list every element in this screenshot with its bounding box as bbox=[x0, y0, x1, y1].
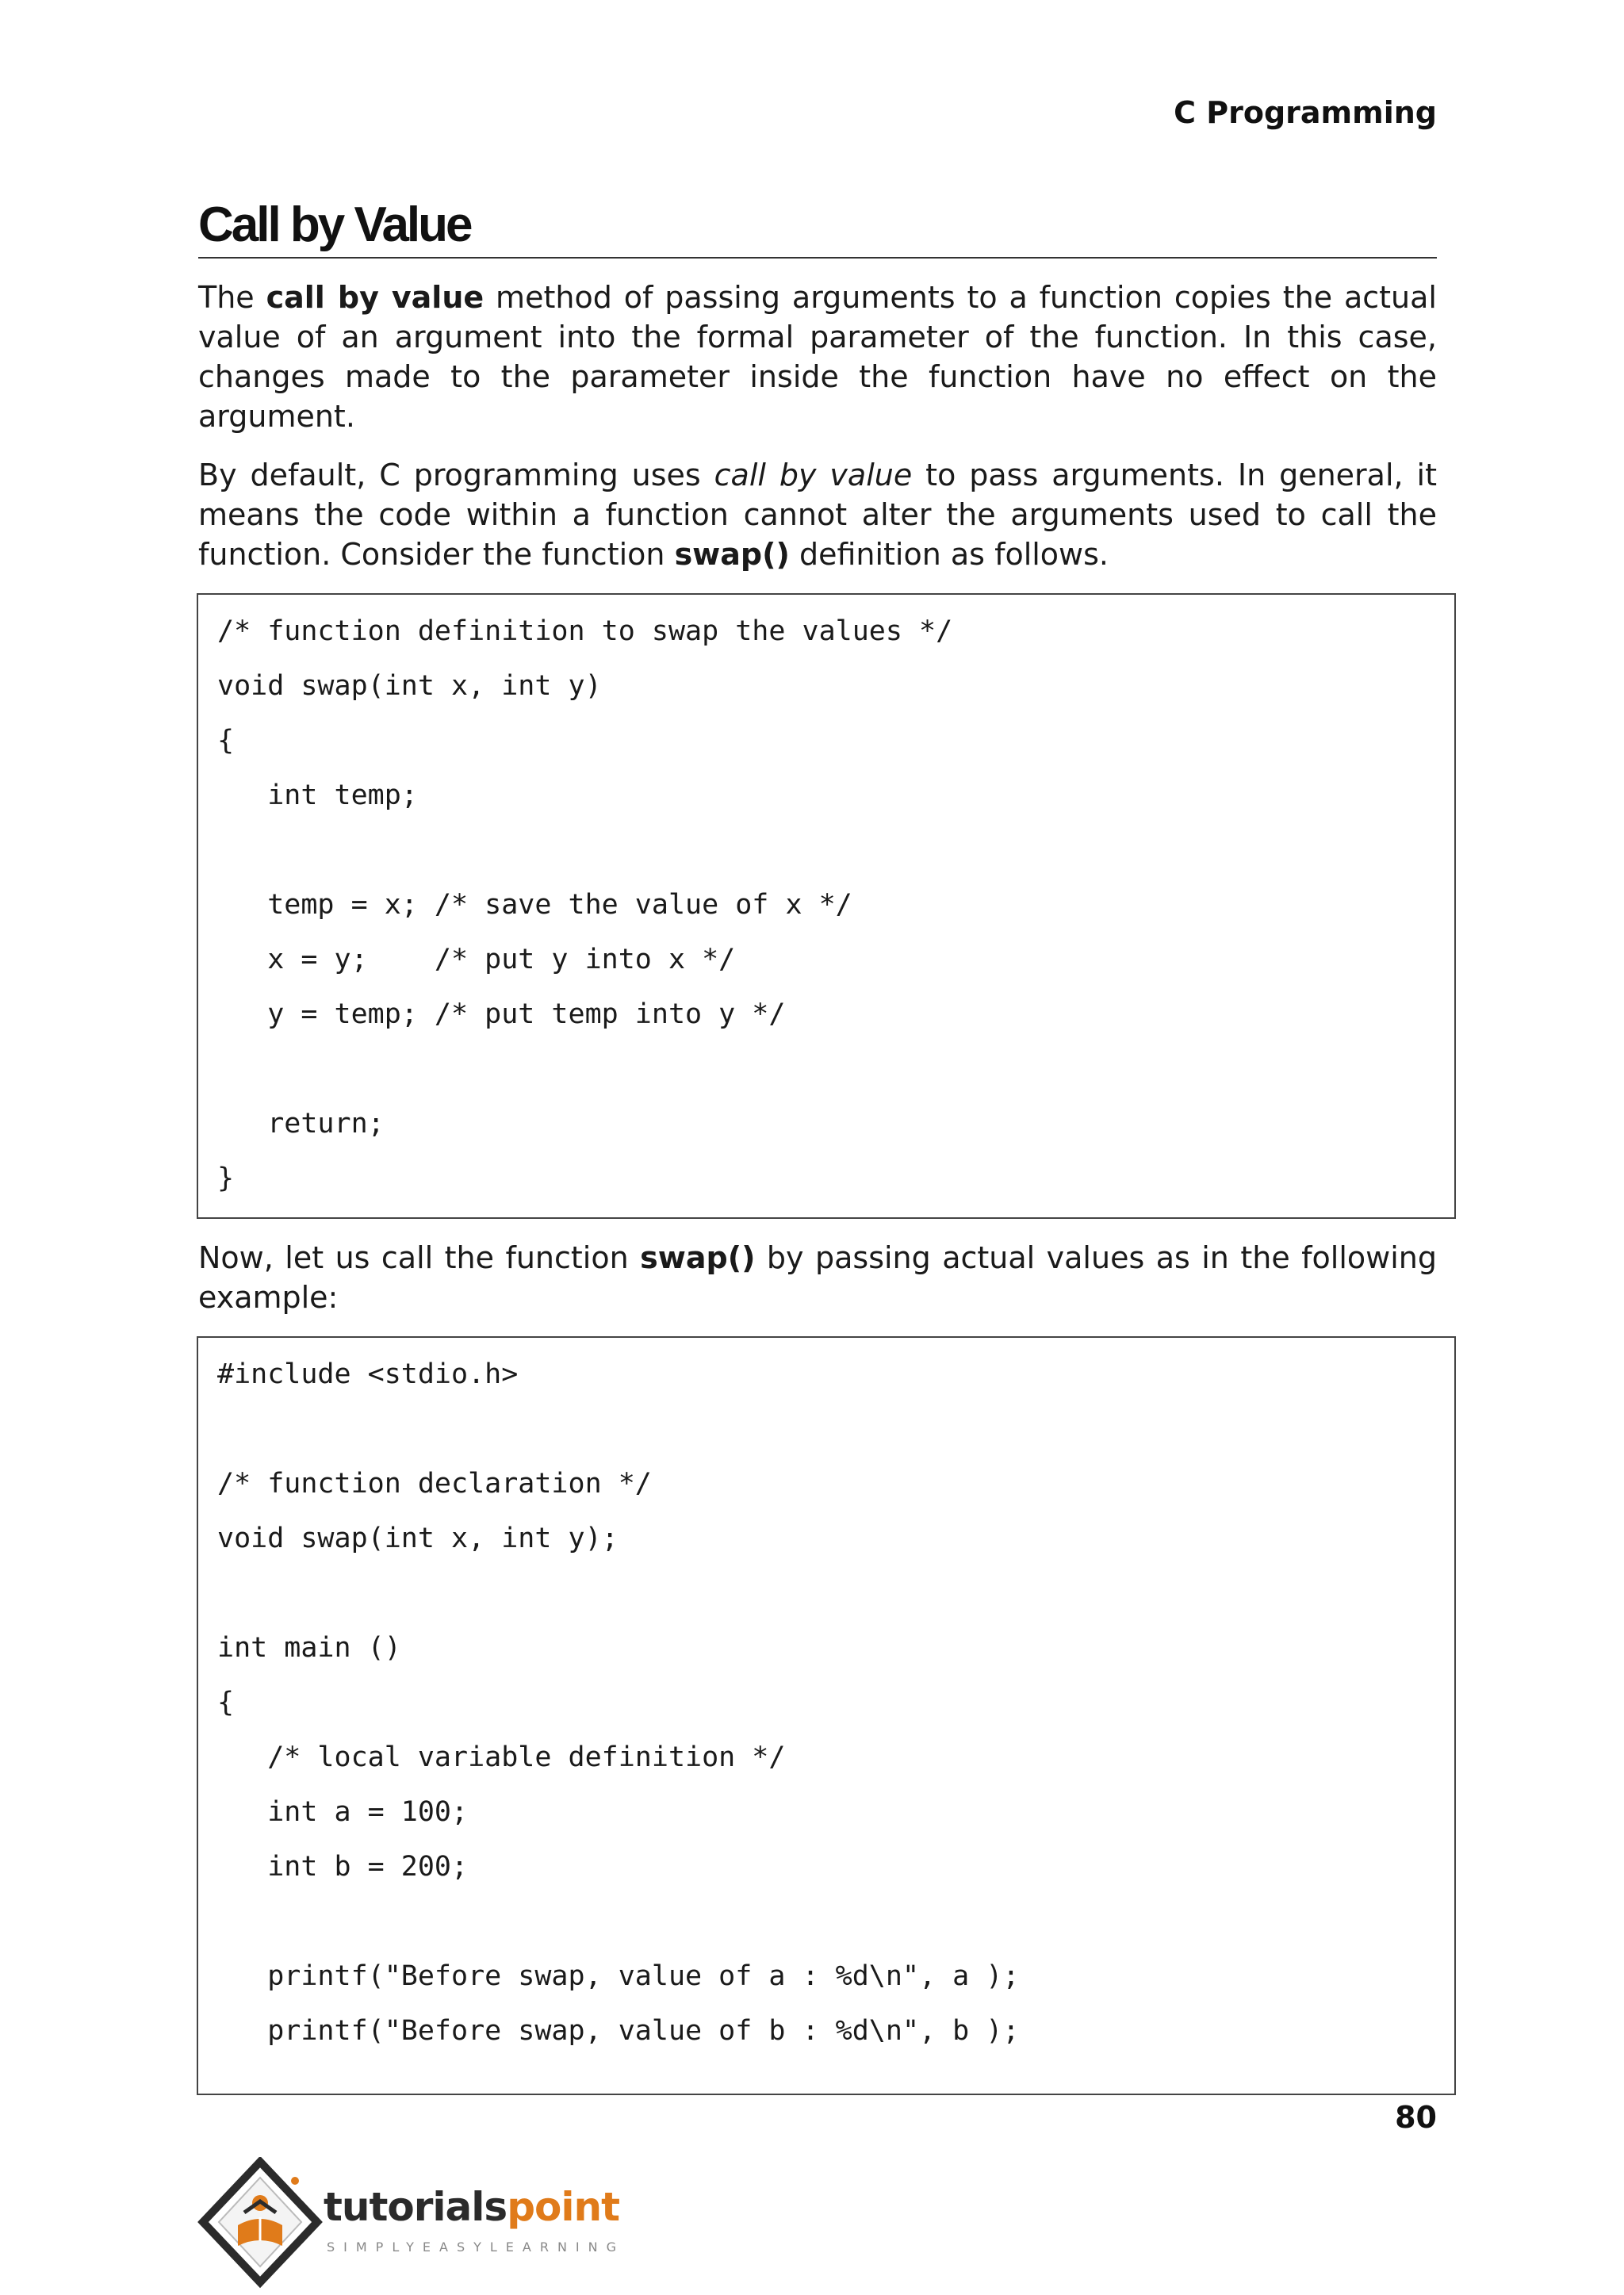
paragraph-default bbox=[198, 455, 1437, 574]
code-line: { bbox=[217, 1687, 235, 1718]
code-line: /* function definition to swap the values */ bbox=[217, 615, 953, 647]
logo-diamond-icon bbox=[197, 2157, 324, 2292]
page-content bbox=[198, 197, 1437, 2095]
code-line: void swap(int x, int y) bbox=[217, 670, 602, 702]
code-line: x = y; /* put y into x */ bbox=[217, 944, 736, 975]
page-number: 80 bbox=[1395, 2100, 1437, 2135]
text-run: By default, C programming uses bbox=[198, 458, 714, 492]
code-line: printf("Before swap, value of a : %d\n", a ); bbox=[217, 1960, 1020, 1992]
italic-term: call by value bbox=[714, 458, 913, 492]
code-line: { bbox=[217, 725, 235, 757]
code-line: int b = 200; bbox=[217, 1851, 469, 1883]
text-run: method of passing arguments to a function copies the actual value of an argument into the formal parameter of the function. In this case, changes made to the parameter inside the function have no effect on the argument. bbox=[198, 280, 1437, 434]
paragraph-call-example bbox=[198, 1238, 1437, 1317]
logo-word-tutorials: tutorials bbox=[324, 2184, 508, 2230]
code-line: } bbox=[217, 1163, 235, 1194]
text-run: definition as follows. bbox=[789, 537, 1109, 572]
code-line: void swap(int x, int y); bbox=[217, 1523, 619, 1554]
code-line: int a = 100; bbox=[217, 1796, 469, 1828]
code-line: #include <stdio.h> bbox=[217, 1358, 519, 1390]
text-run: to pass arguments. In general, it means the code within a function cannot alter the arguments used to call the function. Consider the function bbox=[198, 458, 1437, 572]
code-line: return; bbox=[217, 1108, 385, 1140]
code-line: printf("Before swap, value of b : %d\n", b ); bbox=[217, 2015, 1020, 2047]
logo-wordmark bbox=[324, 2184, 619, 2230]
code-line: y = temp; /* put temp into y */ bbox=[217, 998, 786, 1030]
bold-term: swap() bbox=[640, 1240, 756, 1275]
code-line bbox=[217, 1042, 1435, 1097]
code-line bbox=[217, 1402, 1435, 1457]
text-run: Now, let us call the function bbox=[198, 1240, 641, 1275]
code-line bbox=[217, 1895, 1435, 1949]
bold-term: call by value bbox=[266, 280, 485, 315]
code-line: /* local variable definition */ bbox=[217, 1741, 786, 1773]
text-run: The bbox=[198, 280, 266, 315]
text-run: by passing actual values as in the following example: bbox=[198, 1240, 1437, 1315]
section-title: Call by Value bbox=[198, 197, 1437, 259]
code-block-swap-definition bbox=[197, 593, 1456, 1219]
paragraph-intro bbox=[198, 278, 1437, 436]
code-line: int temp; bbox=[217, 780, 418, 811]
code-block-main-example bbox=[197, 1336, 1456, 2095]
code-line: /* function declaration */ bbox=[217, 1468, 652, 1500]
code-line bbox=[217, 1566, 1435, 1621]
logo-word-point: point bbox=[507, 2184, 619, 2230]
tutorialspoint-logo bbox=[197, 2157, 641, 2292]
code-line: temp = x; /* save the value of x */ bbox=[217, 889, 852, 921]
code-line: int main () bbox=[217, 1632, 401, 1664]
code-line bbox=[217, 823, 1435, 878]
running-header: C Programming bbox=[1174, 95, 1437, 130]
bold-term: swap() bbox=[674, 537, 790, 572]
logo-tagline: SIMPLYEASYLEARNING bbox=[327, 2239, 626, 2255]
